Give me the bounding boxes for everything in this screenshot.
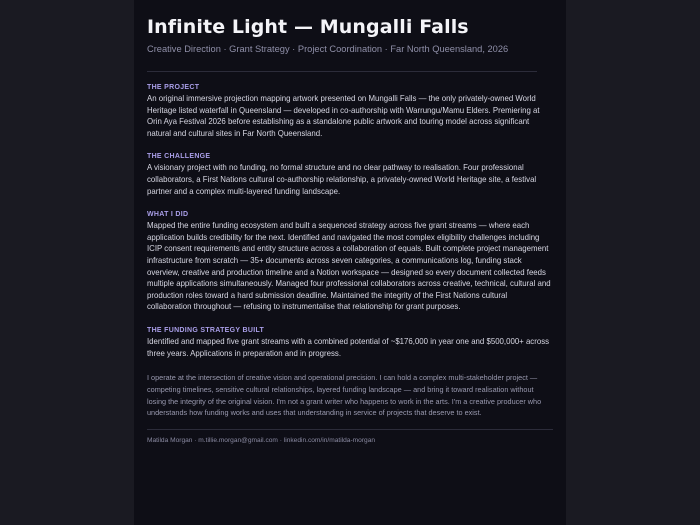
section-heading-what-i-did: WHAT I DID [147, 211, 189, 219]
section-body-funding: Identified and mapped five grant streams with a combined potential of ~$176,000 in year one and $500,000+ across three years. Applications in preparation and in progress. [147, 336, 550, 358]
page-subtitle: Creative Direction · Grant Strategy · Project Coordination · Far North Queensland, 2026 [147, 44, 509, 54]
section-body-project: An original immersive projection mapping artwork presented on Mungalli Falls — the only privately-owned World Heritage listed waterfall in Queensland — developed in co-authorship with Warrungu/Mamu Elders. Premiering at Orin Aya Festival 2026 before establishing as a standalone public artwork and touring model across significant natural and cultural sites in Far North Queensland. [147, 94, 540, 138]
closing-statement: I operate at the intersection of creative vision and operational precision. I can hold a complex multi-stakeholder project — competing timelines, sensitive cultural relationships, layered funding landscape — and bring it toward realisation without losing the integrity of the original vision. I'm not a grant writer who happens to work in the arts. I'm a creative producer who understands how funding works and uses that understanding in service of projects that deserve to exist. [147, 373, 542, 418]
contact-footer: Matilda Morgan · m.tillie.morgan@gmail.com · linkedin.com/in/matilda-morgan [147, 437, 376, 445]
section-body-challenge: A visionary project with no funding, no formal structure and no clear pathway to realisation. Four professional collaborators, a First Nations cultural co-authorship relationship, a privately-owned World Heritage site, a festival partner and a complex multi-layered funding landscape. [147, 163, 537, 196]
section-heading-funding: THE FUNDING STRATEGY BUILT [147, 326, 265, 334]
section-heading-challenge: THE CHALLENGE [147, 153, 211, 161]
section-heading-project: THE PROJECT [147, 84, 200, 91]
header-divider [147, 71, 537, 72]
page-title: Infinite Light — Mungalli Falls [147, 16, 469, 38]
section-funding [147, 326, 553, 359]
section-project [147, 83, 553, 139]
document-page [134, 0, 566, 525]
section-body-what-i-did: Mapped the entire funding ecosystem and built a sequenced strategy across five grant streams — where each application builds credibility for the next. Identified and navigated the most complex eligibility challenges including ICIP consent requirements and entity structure across a collaboration of equals. Built complete project management infrastructure from scratch — 35+ documents across seven categories, a communications log, funding stack overview, creative and production timeline and a Notion workspace — designed so every document collected feeds multiple applications simultaneously. Managed four professional collaborators across creative, technical, cultural and production roles toward a hard submission deadline. Maintained the integrity of the First Nations cultural collaboration throughout — refusing to instrumentalise that relationship for grant purposes. [147, 221, 551, 312]
section-challenge [147, 152, 553, 197]
section-what-i-did [147, 210, 553, 313]
footer-divider [147, 429, 553, 430]
